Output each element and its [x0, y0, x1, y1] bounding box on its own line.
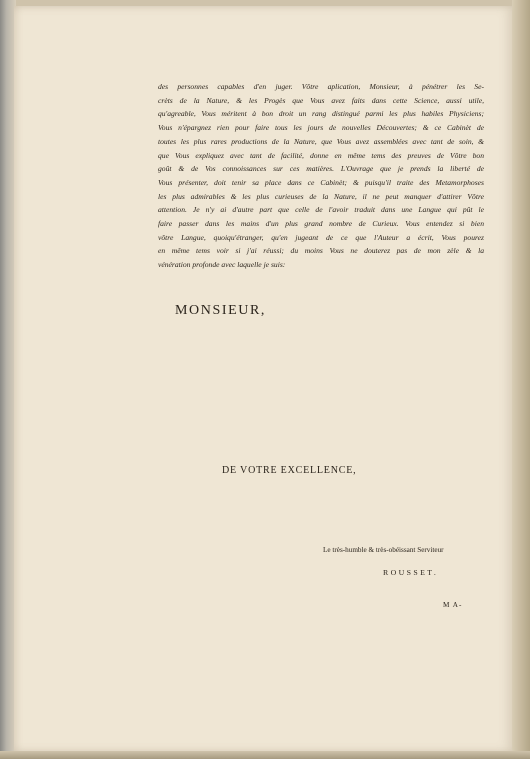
page-bottom-edge — [0, 751, 530, 759]
catchword: M A- — [443, 601, 463, 609]
paragraph-line: que Vous expliquez avec tant de facilité, donne en même tems des preuves de Vôtre bon — [158, 150, 484, 160]
paragraph-line: qu'agreable, Vous méritent à bon droit un rang distingué parmi les plus habiles Physiciens; — [158, 109, 484, 119]
dedication-paragraph — [158, 80, 484, 272]
paragraph-line: crèts de la Nature, & les Progès que Vous avez faits dans cette Science, aussi utile, — [158, 95, 484, 105]
paragraph-line: Vous présenter, doit tenir sa place dans ce Cabinèt; & puisqu'il traite des Metamorphoses — [158, 177, 484, 187]
salutation: MONSIEUR, — [175, 303, 267, 318]
paragraph-line: en même tems voir si j'ai réussi; du moins Vous ne douterez pas de mon zèle & la — [158, 246, 484, 256]
paragraph-line: Vous n'épargnez rien pour faire tous les jours de nouvelles Découvertes; & ce Cabinèt de — [158, 123, 484, 133]
excellence-address: DE VOTRE EXCELLENCE, — [222, 465, 357, 476]
paragraph-line: des personnes capables d'en juger. Vôtre aplication, Monsieur, à pénétrer les Se- — [158, 82, 484, 91]
page-fore-edge — [512, 0, 530, 759]
servant-closing: Le très-humble & très-obéissant Serviteur — [323, 546, 444, 554]
paragraph-line: faire passer dans les mains d'un plus grand nombre de Curieux. Vous entendez si bien — [158, 219, 484, 229]
paragraph-line: goût & de Vos connoissances sur ces matières. L'Ouvrage que je prends la liberté de — [158, 164, 484, 174]
author-signature: ROUSSET. — [383, 568, 439, 577]
paragraph-line: vénération profonde avec laquelle je suis: — [158, 260, 286, 270]
paragraph-line: les plus admirables & les plus curieuses de la Nature, il ne peut manquer d'attirer Vôtre — [158, 191, 484, 201]
paragraph-line: toutes les plus rares productions de la Nature, que Vous avez assemblées avec tant de soin, & — [158, 136, 484, 146]
paragraph-line: vôtre Langue, quoiqu'étranger, qu'en jugeant de ce que l'Auteur a écrit, Vous pourez — [158, 232, 484, 242]
paragraph-line: attention. Je n'y ai d'autre part que celle de l'avoir traduit dans une Langue qui pût le — [158, 205, 484, 215]
